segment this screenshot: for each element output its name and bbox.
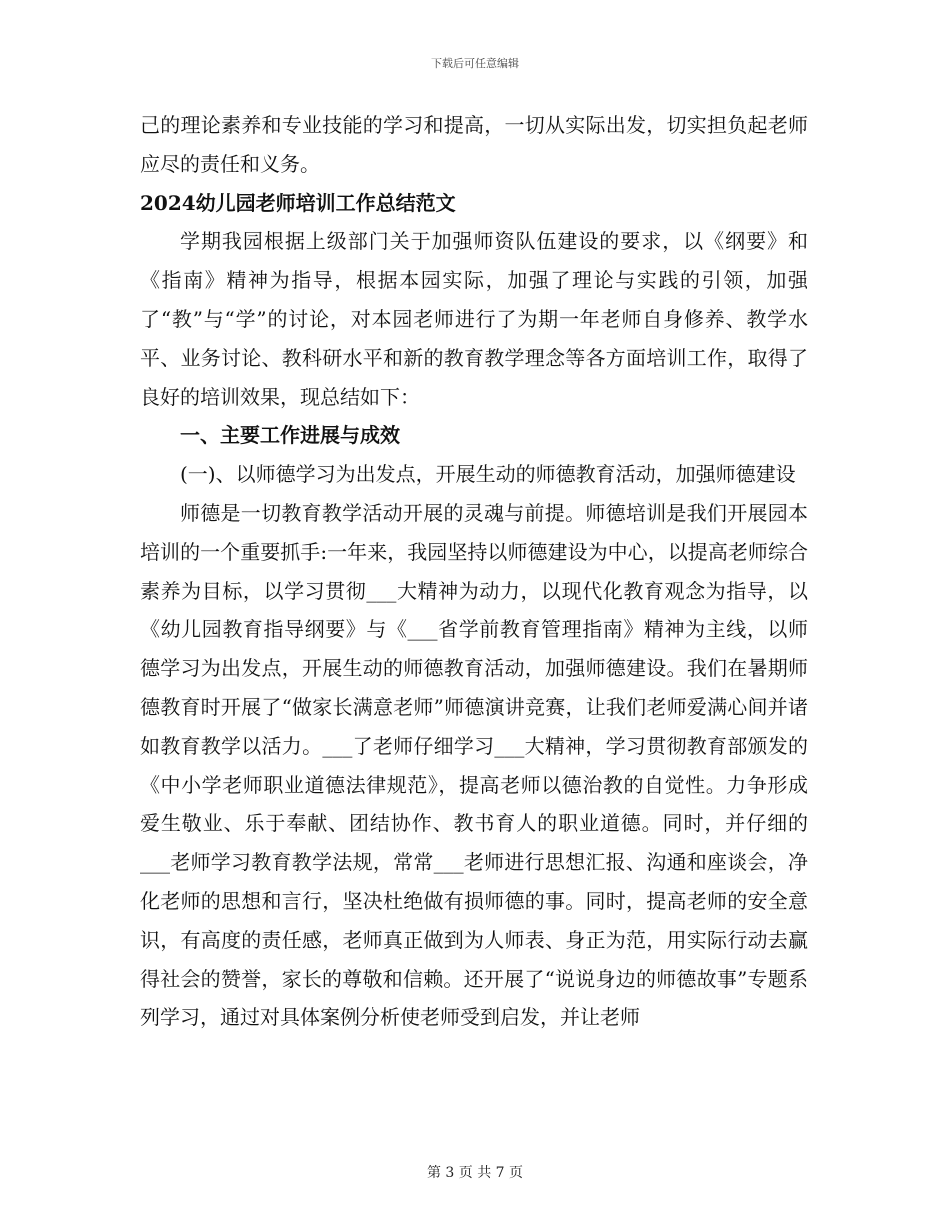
document-body: [140, 106, 808, 1037]
subsection-heading: (一)、以师德学习为出发点，开展生动的师德教育活动，加强师德建设: [180, 462, 796, 487]
page-number: 第 3 页 共 7 页: [426, 1165, 524, 1181]
section-heading: 一、主要工作进展与成效: [180, 423, 400, 448]
body-paragraph: 师德是一切教育教学活动开展的灵魂与前提。师德培训是我们开展园本培训的一个重要抓手:一年来，我园坚持以师德建设为中心，以提高老师综合素养为目标，以学习贯彻___大精神为动力，以现代化教育观念为指导，以《幼儿园教育指导纲要》与《___省学前教育管理指南》精神为主线，以师德学习为出发点，开展生动的师德教育活动，加强师德建设。我们在暑期师德教育时开展了“做家长满意老师”师德演讲竞赛，让我们老师爱满心间并诸如教育教学以活力。___了老师仔细学习___大精神，学习贯彻教育部颁发的《中小学老师职业道德法律规范》，提高老师以德治教的自觉性。力争形成爱生敬业、乐于奉献、团结协作、教书育人的职业道德。同时，并仔细的___老师学习教育教学法规，常常___老师进行思想汇报、沟通和座谈会，净化老师的思想和言行，坚决杜绝做有损师德的事。同时，提高老师的安全意识，有高度的责任感，老师真正做到为人师表、身正为范，用实际行动去赢得社会的赞誉，家长的尊敬和信赖。还开展了“说说身边的师德故事”专题系列学习，通过对具体案例分析使老师受到启发，并让老师: [140, 500, 808, 1030]
opening-paragraph: 学期我园根据上级部门关于加强师资队伍建设的要求，以《纲要》和《指南》精神为指导，根据本园实际，加强了理论与实践的引领，加强了“教”与“学”的讨论，对本园老师进行了为期一年老师自身修养、教学水平、业务讨论、教科研水平和新的教育教学理念等各方面培训工作，取得了良好的培训效果，现总结如下：: [140, 229, 808, 409]
intro-continuation-paragraph: 己的理论素养和专业技能的学习和提高，一切从实际出发，切实担负起老师应尽的责任和义务。: [140, 113, 808, 176]
document-title: 2024幼儿园老师培训工作总结范文: [140, 190, 456, 215]
page-header-note: 下载后可任意编辑: [431, 57, 519, 70]
